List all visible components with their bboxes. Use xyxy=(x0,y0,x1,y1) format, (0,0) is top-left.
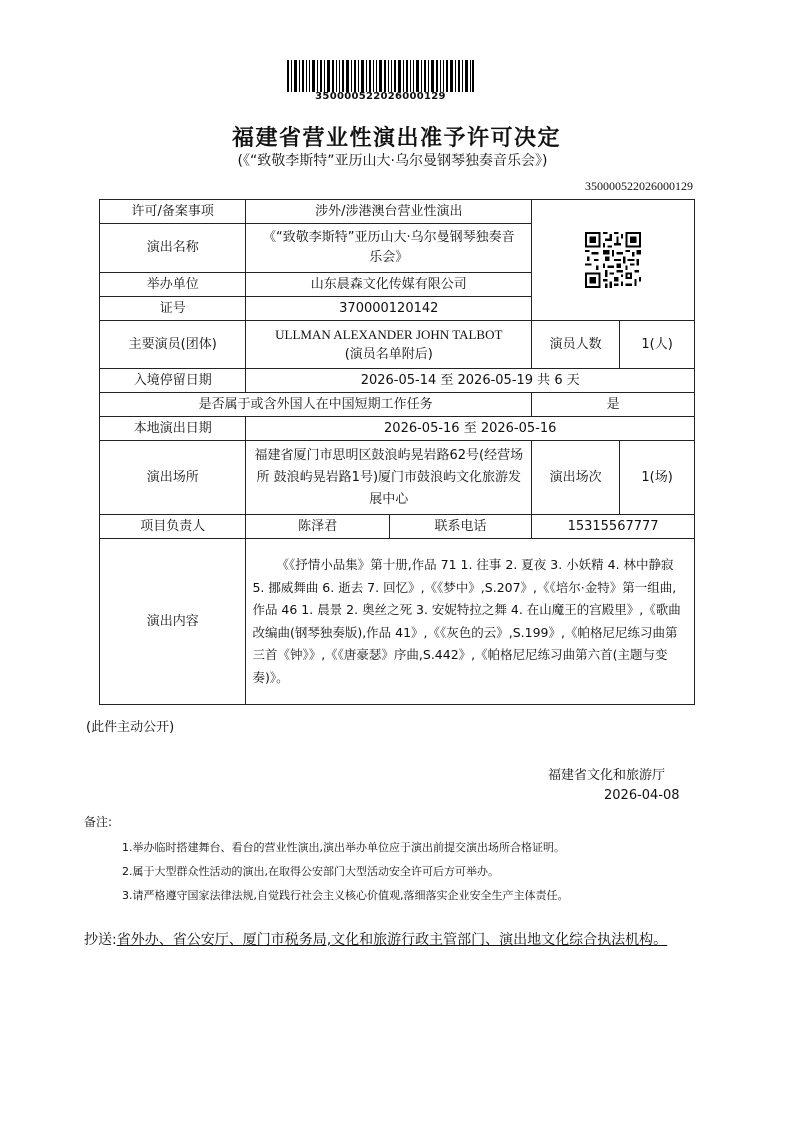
license-type-label: 许可/备案事项 xyxy=(100,200,246,224)
cc-recipients: 省外办、省公安厅、厦门市税务局,文化和旅游行政主管部门、演出地文化综合执法机构。 xyxy=(116,932,668,948)
cc-label: 抄送: xyxy=(84,932,117,948)
phone-label: 联系电话 xyxy=(389,515,531,539)
cc-line xyxy=(84,928,714,952)
document-subtitle: (《“致敬李斯特”亚历山大·乌尔曼钢琴独奏音乐会》) xyxy=(237,153,548,169)
sessions-label: 演出场次 xyxy=(532,441,620,515)
note-item: 3.请严格遵守国家法律法规,自觉践行社会主义核心价值观,落细落实企业安全生产主体责任。 xyxy=(122,889,569,902)
local-date-value: 2026-05-16 至 2026-05-16 xyxy=(246,417,695,441)
permit-info-table xyxy=(99,199,695,705)
performer-name: ULLMAN ALEXANDER JOHN TALBOT xyxy=(275,326,503,342)
barcode xyxy=(287,60,474,92)
issue-date: 2026-04-08 xyxy=(604,788,680,803)
qr-code-icon xyxy=(585,232,641,288)
performer-cell xyxy=(246,321,532,369)
local-date-label: 本地演出日期 xyxy=(100,417,246,441)
performer-note: (演员名单附后) xyxy=(344,346,433,362)
venue-label: 演出场所 xyxy=(100,441,246,515)
performer-count-label: 演员人数 xyxy=(532,321,620,369)
performer-count-value: 1(人) xyxy=(620,321,695,369)
note-item: 1.举办临时搭建舞台、看台的营业性演出,演出举办单位应于演出前提交演出场所合格证明。 xyxy=(122,841,565,854)
note-item: 2.属于大型群众性活动的演出,在取得公安部门大型活动安全许可后方可举办。 xyxy=(122,865,499,878)
public-disclosure-note: (此件主动公开) xyxy=(86,720,175,735)
document-title: 福建省营业性演出准予许可决定 xyxy=(231,126,561,151)
content-value: 《《抒情小品集》第十册,作品 71 1. 往事 2. 夏夜 3. 小妖精 4. 林中静寂 5. 挪威舞曲 6. 逝去 7. 回忆》,《《梦中》,S.207》,《《培尔·金特》第一组曲,作品 46 1. 晨景 2. 奥丝之死 3. 安妮特拉之舞 4. 在山魔王的宫殿里》,《歌曲改编曲(钢琴独奏版),作品 41》,《《灰色的云》,S.199》,《帕格尼尼练习曲第三首《钟》》,《《唐豪瑟》序曲,S.442》,《帕格尼尼练习曲第六首(主题与变奏)》。 xyxy=(246,539,695,705)
notes-label: 备注: xyxy=(84,815,113,829)
organizer-value: 山东晨森文化传媒有限公司 xyxy=(246,273,532,297)
phone-value: 15315567777 xyxy=(532,515,695,539)
short-work-label: 是否属于或含外国人在中国短期工作任务 xyxy=(100,393,532,417)
short-work-value: 是 xyxy=(532,393,695,417)
show-name-label: 演出名称 xyxy=(100,224,246,273)
issuer-name: 福建省文化和旅游厅 xyxy=(548,768,666,783)
show-name-value: 《“致敬李斯特”亚历山大·乌尔曼钢琴独奏音乐会》 xyxy=(246,224,532,273)
stay-label: 入境停留日期 xyxy=(100,369,246,393)
content-label: 演出内容 xyxy=(100,539,246,705)
sessions-value: 1(场) xyxy=(620,441,695,515)
venue-value: 福建省厦门市思明区鼓浪屿晃岩路62号(经营场所 鼓浪屿晃岩路1号)厦门市鼓浪屿文化旅游发展中心 xyxy=(246,441,532,515)
organizer-label: 举办单位 xyxy=(100,273,246,297)
qr-code-cell xyxy=(532,200,695,321)
cert-label: 证号 xyxy=(100,297,246,321)
cert-value: 370000120142 xyxy=(246,297,532,321)
manager-label: 项目负责人 xyxy=(100,515,246,539)
manager-value: 陈泽君 xyxy=(246,515,389,539)
document-number: 350000522026000129 xyxy=(585,179,693,193)
performer-label: 主要演员(团体) xyxy=(100,321,246,369)
notes-list xyxy=(122,836,569,908)
license-type-value: 涉外/涉港澳台营业性演出 xyxy=(246,200,532,224)
stay-value: 2026-05-14 至 2026-05-19 共 6 天 xyxy=(246,369,695,393)
barcode-number: 350000522026000129 xyxy=(315,91,446,102)
